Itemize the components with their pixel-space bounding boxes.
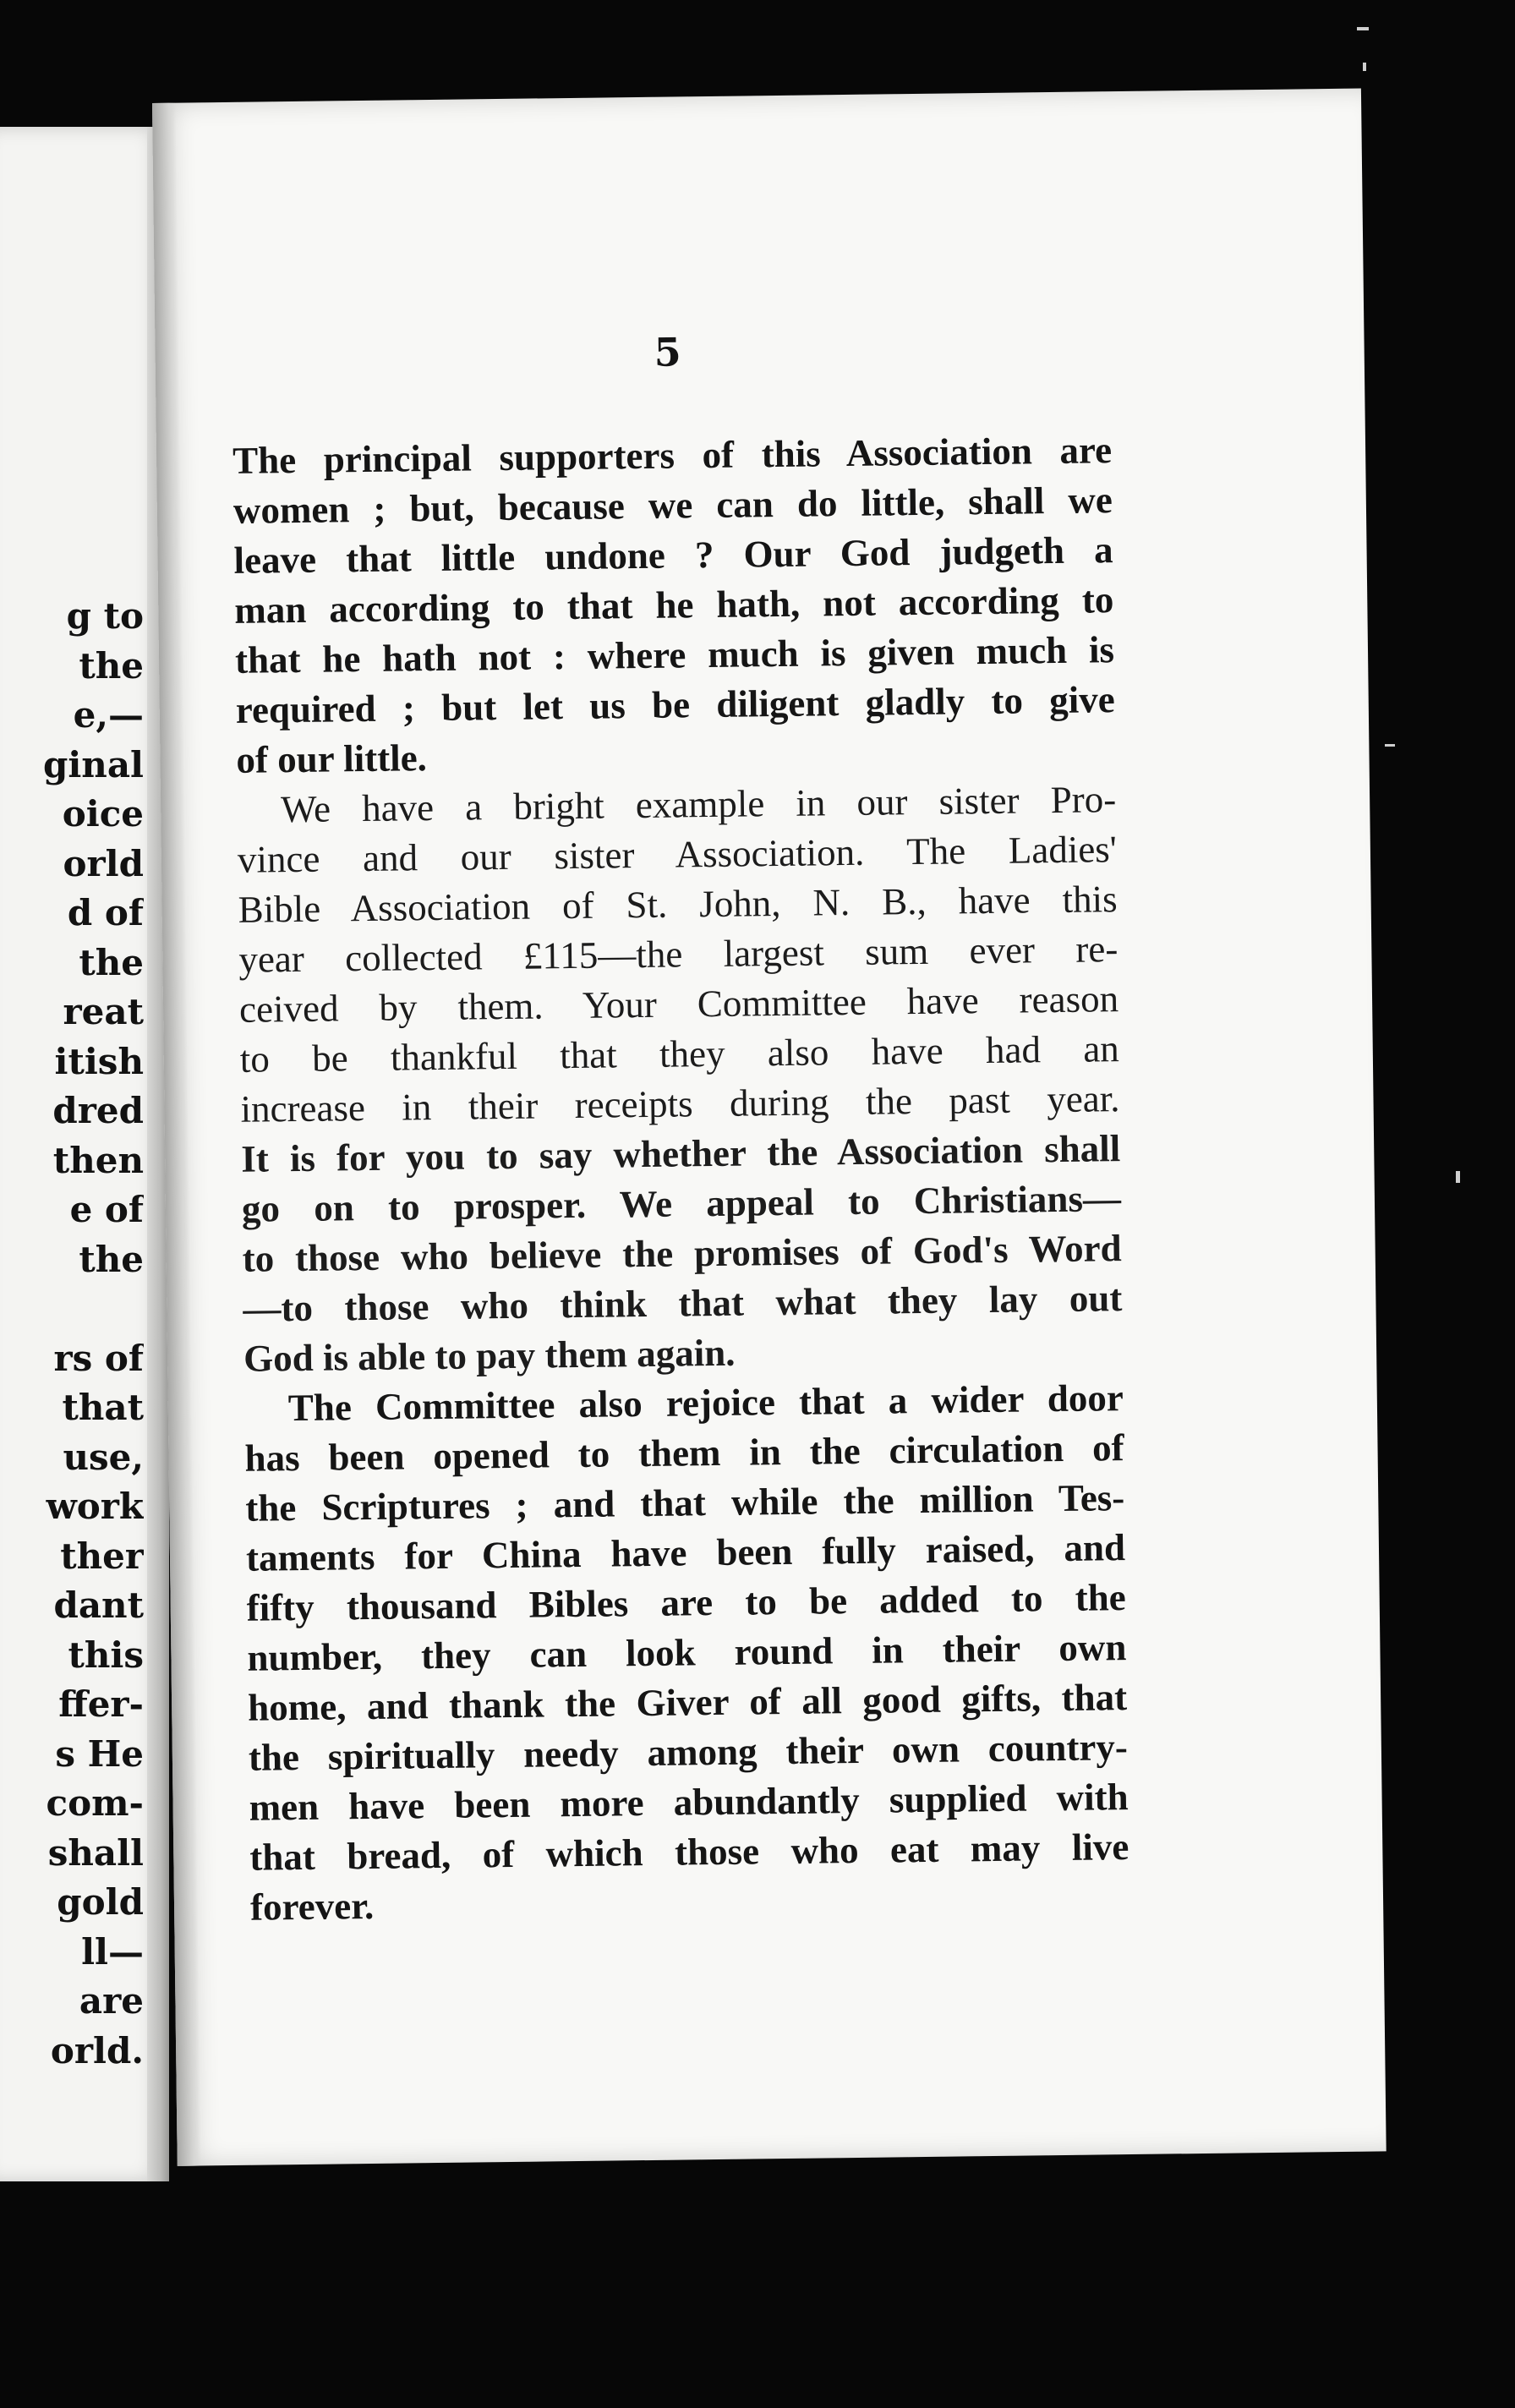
text-line: The principal supporters of this Association are — [232, 429, 1113, 482]
text-line: It is for you to say whether the Association shall — [240, 1127, 1121, 1180]
page-5 — [152, 89, 1386, 2166]
text-line: men have been more abundantly supplied with — [249, 1776, 1129, 1829]
text-line: women ; but, because we can do little, shall we — [232, 479, 1113, 532]
text-line: that he hath not : where much is given much is — [234, 628, 1115, 681]
scan-speck — [1363, 63, 1366, 71]
left-page-line: d of — [67, 892, 144, 933]
paragraph-sister-province — [237, 774, 1124, 1384]
text-line: number, they can look round in their own — [247, 1626, 1127, 1679]
left-page-line: use, — [63, 1436, 144, 1478]
text-line: increase in their receipts during the past year. — [240, 1077, 1120, 1130]
text-line: taments for China have been fully raised, and — [245, 1526, 1126, 1579]
text-line: go on to prosper. We appeal to Christians— — [241, 1177, 1122, 1230]
left-page-line: reat — [63, 991, 144, 1032]
left-page-line: oice — [62, 793, 144, 835]
left-page-line: this — [68, 1634, 144, 1676]
text-line: The Committee also rejoice that a wider door — [287, 1376, 1124, 1430]
left-page-line: orld — [63, 842, 144, 884]
paragraph-wider-door — [244, 1373, 1130, 1933]
left-page-line: ginal — [42, 743, 144, 785]
text-line: We have a bright example in our sister Pro- — [280, 778, 1117, 831]
text-line: leave that little undone ? Our God judgeth a — [233, 528, 1113, 582]
left-page-fragment — [0, 127, 169, 2181]
text-line: of our little. — [236, 736, 428, 781]
text-line: the spiritually needy among their own country- — [248, 1726, 1129, 1779]
left-page-line: ther — [60, 1535, 144, 1577]
text-line: vince and our sister Association. The Ladies' — [237, 828, 1118, 881]
page-number: 5 — [654, 329, 681, 375]
text-line: —to those who think that what they lay out — [243, 1277, 1123, 1330]
text-line: the Scriptures ; and that while the million Tes- — [245, 1476, 1125, 1530]
left-page-line: then — [52, 1139, 144, 1181]
text-line: fifty thousand Bibles are to be added to the — [246, 1576, 1126, 1629]
left-page-line — [0, 1284, 144, 1334]
left-page-line: the — [79, 1238, 144, 1280]
text-line: God is able to pay them again. — [243, 1331, 736, 1380]
left-page-line: the — [79, 941, 144, 983]
left-page-line: e,— — [73, 694, 144, 736]
left-page-line: orld. — [50, 2029, 144, 2071]
text-line: to those who believe the promises of God's Word — [242, 1227, 1122, 1280]
text-line: has been opened to them in the circulation of — [244, 1426, 1124, 1480]
left-page-line: itish — [54, 1040, 144, 1082]
left-page-line: dred — [52, 1090, 144, 1131]
text-line: to be thankful that they also have had an — [239, 1027, 1120, 1081]
left-page-line: s He — [55, 1732, 144, 1775]
left-page-line: rs of — [53, 1337, 144, 1379]
text-line: required ; but let us be diligent gladly to give — [235, 678, 1116, 731]
left-page-line: dant — [53, 1584, 144, 1626]
left-page-line: e of — [69, 1189, 144, 1230]
text-line: that bread, of which those who eat may live — [249, 1825, 1129, 1879]
left-page-line: are — [79, 1980, 144, 2022]
text-line: forever. — [249, 1884, 375, 1929]
left-page-line: work — [46, 1486, 144, 1527]
left-page-line: ffer- — [58, 1683, 144, 1725]
scan-speck — [1456, 1171, 1460, 1183]
left-page-line: shall — [47, 1831, 144, 1874]
body-text — [232, 425, 1130, 1933]
left-page-line: com- — [46, 1782, 144, 1824]
left-page-line: gold — [57, 1881, 144, 1923]
text-line: home, and thank the Giver of all good gifts, that — [247, 1676, 1128, 1729]
text-line: man according to that he hath, not according to — [234, 578, 1114, 632]
text-line: Bible Association of St. John, N. B., have this — [238, 878, 1118, 931]
text-line: ceived by them. Your Committee have reason — [238, 977, 1119, 1031]
left-page-line: g to — [66, 595, 144, 637]
left-page-line: the — [79, 644, 144, 687]
paragraph-supporters — [232, 425, 1116, 785]
left-page-text-fragment — [0, 592, 144, 2076]
text-line: year collected £115—the largest sum ever re- — [238, 928, 1118, 981]
left-page-line: ll— — [81, 1930, 144, 1973]
scan-speck — [1357, 27, 1369, 30]
scan-speck — [1385, 744, 1395, 747]
left-page-line: that — [62, 1387, 144, 1428]
